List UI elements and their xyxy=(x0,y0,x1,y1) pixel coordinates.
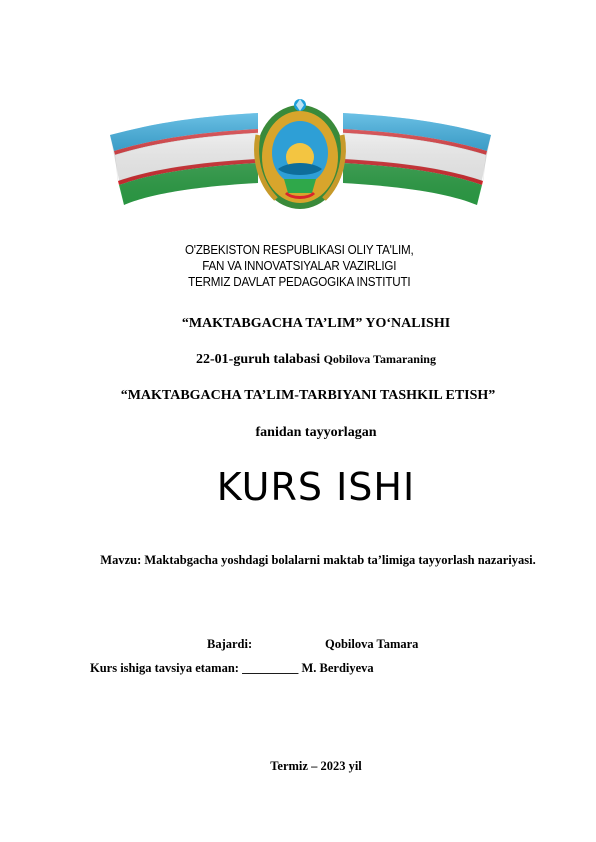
performed-by-label: Bajardi: xyxy=(207,637,253,651)
ministry-line-2: FAN VA INNOVATSIYALAR VAZIRLIGI xyxy=(202,259,397,273)
performed-by-name: Qobilova Tamara xyxy=(325,637,419,651)
prepared-text: fanidan tayyorlagan xyxy=(255,425,377,440)
state-emblem-flag-image xyxy=(108,95,493,213)
student-group-line xyxy=(0,352,596,368)
institute-name: TERMIZ DAVLAT PEDAGOGIKA INSTITUTI xyxy=(188,275,411,289)
recommendation-line: Kurs ishiga tavsiya etaman: _________ M. Berdiyeva xyxy=(90,661,374,675)
theme-text: Mavzu: Maktabgacha yoshdagi bolalarni maktab ta’limiga tayyorlash nazariyasi. xyxy=(100,553,536,567)
subject-title: “MAKTABGACHA TA’LIM-TARBIYANI TASHKIL ETISH” xyxy=(120,388,496,403)
city-year: Termiz – 2023 yil xyxy=(270,759,362,773)
group-text: 22-01-guruh talabasi xyxy=(196,352,321,367)
ministry-line-1: O'ZBEKISTON RESPUBLIKASI OLIY TA'LIM, xyxy=(184,243,414,257)
student-name: Qobilova Tamaraning xyxy=(323,352,436,366)
direction-title: “MAKTABGACHA TA’LIM” YO‘NALISHI xyxy=(181,316,451,331)
emblem-flag-icon xyxy=(108,95,493,213)
document-title: KURS ISHI xyxy=(216,465,416,509)
